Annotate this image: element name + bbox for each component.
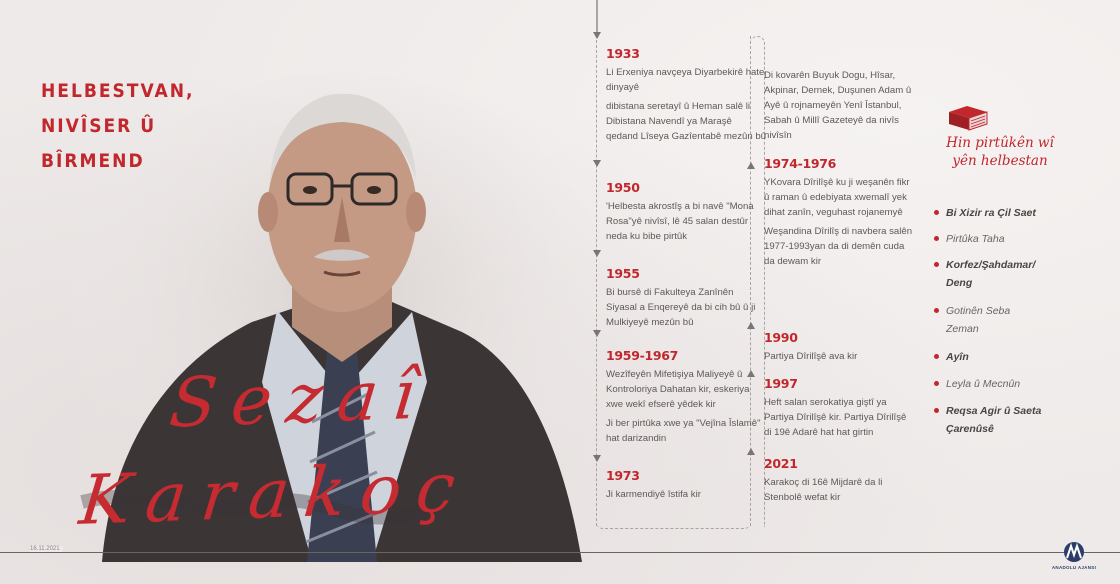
bullet-icon: [934, 262, 939, 267]
timeline-entry-1990: [764, 330, 916, 364]
timeline-entry-1950: [606, 180, 766, 244]
headline-line-2: NIVÎSER Û: [41, 115, 157, 137]
timeline-text: Bi bursê di Fakulteya Zanînên Siyasal a Enqereyê da bi cih bû û ji Mulkiyeyê mezûn bû: [606, 287, 756, 328]
timeline-year: 1959-1967: [606, 348, 679, 363]
bullet-icon: [934, 210, 939, 215]
timeline-text: Ji ber pirtûka xwe ya "Vejîna Îslamê" hat darizandin: [606, 418, 761, 444]
timeline-top-arrow: [593, 32, 601, 39]
timeline-year: 2021: [764, 456, 798, 471]
books-title: [935, 134, 1065, 170]
headline-line-3: BÎRMEND: [41, 150, 145, 172]
bullet-icon: [934, 408, 939, 413]
book-item: [934, 375, 1074, 393]
timeline-text: Partiya Dîrilîşê ava kir: [764, 351, 858, 362]
timeline-arrow: [593, 455, 601, 462]
timeline-year: 1974-1976: [764, 156, 837, 171]
name-first: Sezaî: [165, 355, 435, 444]
timeline-entry-1973: [606, 468, 766, 502]
book-item: [934, 402, 1044, 438]
anadolu-agency-logo: [1061, 541, 1087, 563]
timeline-year: 1950: [606, 180, 640, 195]
book-icon: [945, 102, 991, 132]
timeline-arrow: [747, 448, 755, 455]
book-title: Ayîn: [946, 351, 969, 363]
book-item: [934, 256, 1044, 292]
timeline-text: Ji karmendiyê îstifa kir: [606, 489, 701, 500]
headline: [41, 74, 194, 179]
timeline-left-dash: [596, 40, 597, 526]
book-item: [934, 230, 1074, 248]
timeline-arrow: [593, 330, 601, 337]
timeline-entry-1974-1976: [764, 156, 916, 269]
headline-line-1: HELBESTVAN,: [41, 80, 195, 102]
timeline-text: Di kovarên Buyuk Dogu, Hîsar, Akpinar, Dernek, Duşunen Adam û Ayê û rojnameyên Yenî Îstanbul, Sabah û Millî Gazeteyê da nivîs nivîsîn: [764, 70, 912, 141]
timeline-year: 1990: [764, 330, 798, 345]
timeline-arrow: [593, 160, 601, 167]
book-title: Bi Xizir ra Çil Saet: [946, 207, 1036, 219]
book-item: [934, 302, 1034, 338]
book-item: [934, 204, 1074, 222]
name-last: Karakoç: [75, 448, 474, 541]
timeline-entry-publications: [764, 68, 916, 143]
agency-name: ANADOLU AJANSI: [1051, 565, 1097, 570]
book-title: Korfez/Şahdamar/ Deng: [946, 259, 1036, 289]
timeline-text: Weşandina Dîrilîş di navbera salên 1977-1993yan da di demên cuda da dewam kir: [764, 226, 913, 267]
timeline-year: 1973: [606, 468, 640, 483]
bullet-icon: [934, 354, 939, 359]
timeline-text: YKovara Dîrilîşê ku ji weşanên fikr û raman û edebiyata xwemalî yek dihat zanîn, veguhast rojanemyê: [764, 177, 910, 218]
book-item: [934, 348, 1074, 366]
timeline-entry-1959-1967: [606, 348, 766, 446]
book-title: Gotinên Seba Zeman: [946, 305, 1011, 335]
timeline-year: 1933: [606, 46, 640, 61]
timeline-text: Wezîfeyên Mifetişiya Maliyeyê û Kontroloriya Dahatan kir, eskeriya xwe wekî efserê yêdek kir: [606, 369, 750, 410]
book-title: Reqsa Agir û Saeta Çarenûsê: [946, 405, 1042, 435]
timeline-text: Heft salan serokatiya giştî ya Partiya Dîrilîşê kir. Partiya Dîrilîşê di 19ê Adarê hat hat girtin: [764, 397, 907, 438]
books-title-line-1: Hin pirtûkên wî: [946, 135, 1054, 151]
timeline-bottom-dash: [596, 522, 751, 529]
timeline-arrow: [593, 250, 601, 257]
book-title: Pirtûka Taha: [946, 233, 1005, 245]
timeline-text: dibistana seretayî û Heman salê li Dibistana Navendî ya Maraşê qedand Lîseya Gazîentabê mezûn bû: [606, 101, 767, 142]
books-title-line-2: yên helbestan: [952, 153, 1048, 169]
bullet-icon: [934, 236, 939, 241]
timeline-text: 'Helbesta akrostîş a bi navê "Mona Rosa"yê nivîsî, lê 45 salan destûr neda ku bibe pirtûk: [606, 201, 754, 242]
timeline-text: Li Erxeniya navçeya Diyarbekirê hate dinyayê: [606, 67, 765, 93]
timeline-entry-1997: [764, 376, 916, 440]
timeline-entry-1955: [606, 266, 766, 330]
footer-divider: [0, 552, 1120, 553]
timeline-text: Karakoç di 16ê Mijdarê da li Stenbolê wefat kir: [764, 477, 883, 503]
timeline-year: 1955: [606, 266, 640, 281]
bullet-icon: [934, 381, 939, 386]
timeline-arrow: [747, 162, 755, 169]
footer-date: 16.11.2021: [30, 546, 63, 552]
timeline-entry-1933: [606, 46, 766, 144]
book-title: Leyla û Mecnûn: [946, 378, 1021, 390]
timeline-year: 1997: [764, 376, 798, 391]
timeline-entry-2021: [764, 456, 916, 505]
bullet-icon: [934, 308, 939, 313]
